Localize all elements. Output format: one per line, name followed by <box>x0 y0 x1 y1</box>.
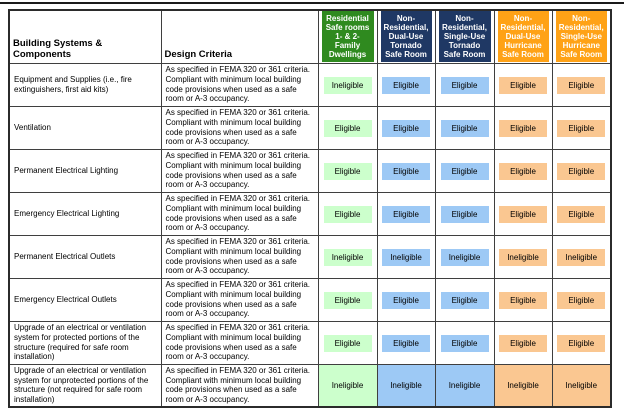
eligibility-cell <box>435 278 494 321</box>
eligibility-cell <box>318 106 377 149</box>
eligibility-badge: Eligible <box>324 206 372 223</box>
eligibility-badge: Eligible <box>382 335 430 352</box>
eligibility-cell <box>494 149 552 192</box>
eligibility-cell <box>377 149 435 192</box>
eligibility-cell <box>377 192 435 235</box>
eligibility-cell <box>318 235 377 278</box>
eligibility-cell <box>552 278 611 321</box>
eligibility-badge: Eligible <box>557 206 605 223</box>
component-cell: Permanent Electrical Lighting <box>9 149 161 192</box>
eligibility-badge: Eligible <box>441 335 489 352</box>
eligibility-cell <box>552 106 611 149</box>
eligibility-badge: Eligible <box>441 120 489 137</box>
room-type-header <box>552 10 611 63</box>
eligibility-cell <box>318 321 377 364</box>
room-type-header-label: Residential Safe rooms 1- & 2- Family Dwellings <box>322 11 374 62</box>
eligibility-badge: Ineligible <box>324 249 372 266</box>
eligibility-badge: Ineligible <box>382 249 430 266</box>
eligibility-table <box>8 9 612 408</box>
eligibility-cell <box>435 63 494 106</box>
eligibility-cell <box>494 321 552 364</box>
eligibility-cell <box>318 192 377 235</box>
eligibility-cell: Ineligible <box>494 364 552 407</box>
room-type-header <box>494 10 552 63</box>
eligibility-cell <box>552 321 611 364</box>
criteria-cell: As specified in FEMA 320 or 361 criteria. Compliant with minimum local building code provisions when used as a safe room or A-3 occupancy. <box>161 278 318 321</box>
eligibility-cell <box>552 235 611 278</box>
criteria-cell: As specified in FEMA 320 or 361 criteria. Compliant with minimum local building code provisions when used as a safe room or A-3 occupancy. <box>161 63 318 106</box>
criteria-cell: As specified in FEMA 320 or 361 criteria. Compliant with minimum local building code provisions when used as a safe room or A-3 occupancy. <box>161 149 318 192</box>
eligibility-cell <box>377 106 435 149</box>
room-type-header <box>318 10 377 63</box>
eligibility-badge: Eligible <box>324 292 372 309</box>
eligibility-cell <box>494 63 552 106</box>
room-type-header <box>435 10 494 63</box>
eligibility-badge: Eligible <box>557 335 605 352</box>
eligibility-badge: Ineligible <box>324 77 372 94</box>
top-rule <box>0 2 624 4</box>
room-type-header-label: Non-Residential, Single-Use Tornado Safe Room <box>439 11 491 62</box>
eligibility-cell <box>494 106 552 149</box>
component-cell: Upgrade of an electrical or ventilation system for protected portions of the structure (required for safe room installation) <box>9 321 161 364</box>
eligibility-badge: Eligible <box>382 163 430 180</box>
eligibility-badge: Eligible <box>499 206 547 223</box>
component-cell: Permanent Electrical Outlets <box>9 235 161 278</box>
eligibility-cell: Ineligible <box>435 364 494 407</box>
eligibility-badge: Eligible <box>557 163 605 180</box>
eligibility-cell <box>435 192 494 235</box>
table-row <box>9 63 611 106</box>
eligibility-cell <box>318 278 377 321</box>
table-row <box>9 235 611 278</box>
criteria-cell: As specified in FEMA 320 or 361 criteria. Compliant with minimum local building code provisions when used as a safe room or A-3 occupancy. <box>161 192 318 235</box>
eligibility-badge: Eligible <box>557 292 605 309</box>
component-cell: Equipment and Supplies (i.e., fire extinguishers, first aid kits) <box>9 63 161 106</box>
criteria-cell: As specified in FEMA 320 or 361 criteria. Compliant with minimum local building code provisions when used as a safe room or A-3 occupancy. <box>161 235 318 278</box>
eligibility-cell: Ineligible <box>318 364 377 407</box>
table-row <box>9 364 611 407</box>
eligibility-cell <box>552 63 611 106</box>
eligibility-cell <box>318 149 377 192</box>
criteria-cell: As specified in FEMA 320 or 361 criteria. Compliant with minimum local building code provisions when used as a safe room or A-3 occupancy. <box>161 106 318 149</box>
component-cell: Ventilation <box>9 106 161 149</box>
eligibility-badge: Eligible <box>499 335 547 352</box>
eligibility-badge: Ineligible <box>441 249 489 266</box>
component-cell: Emergency Electrical Outlets <box>9 278 161 321</box>
eligibility-cell <box>435 149 494 192</box>
eligibility-cell <box>552 149 611 192</box>
eligibility-badge: Eligible <box>324 335 372 352</box>
eligibility-cell <box>377 321 435 364</box>
eligibility-badge: Ineligible <box>499 249 547 266</box>
eligibility-badge: Eligible <box>382 292 430 309</box>
eligibility-badge: Ineligible <box>557 249 605 266</box>
eligibility-badge: Eligible <box>441 163 489 180</box>
eligibility-cell <box>318 63 377 106</box>
table-row <box>9 278 611 321</box>
eligibility-badge: Eligible <box>441 206 489 223</box>
table-row <box>9 106 611 149</box>
eligibility-badge: Eligible <box>557 120 605 137</box>
criteria-cell: As specified in FEMA 320 or 361 criteria. Compliant with minimum local building code provisions when used as a safe room or A-3 occupancy. <box>161 321 318 364</box>
eligibility-badge: Eligible <box>324 120 372 137</box>
room-type-header <box>377 10 435 63</box>
component-cell: Emergency Electrical Lighting <box>9 192 161 235</box>
col-header-criteria: Design Criteria <box>161 10 318 63</box>
eligibility-cell <box>494 278 552 321</box>
criteria-cell: As specified in FEMA 320 or 361 criteria. Compliant with minimum local building code provisions when used as a safe room or A-3 occupancy. <box>161 364 318 407</box>
eligibility-cell: Ineligible <box>377 364 435 407</box>
eligibility-badge: Eligible <box>499 120 547 137</box>
eligibility-cell <box>435 106 494 149</box>
eligibility-badge: Eligible <box>557 77 605 94</box>
eligibility-cell <box>377 278 435 321</box>
eligibility-badge: Eligible <box>382 120 430 137</box>
eligibility-cell <box>494 235 552 278</box>
eligibility-badge: Eligible <box>499 163 547 180</box>
room-type-header-label: Non-Residential, Dual-Use Tornado Safe Room <box>381 11 432 62</box>
eligibility-cell <box>435 321 494 364</box>
table-row <box>9 321 611 364</box>
col-header-components: Building Systems & Components <box>9 10 161 63</box>
eligibility-cell <box>377 63 435 106</box>
eligibility-badge: Eligible <box>441 292 489 309</box>
eligibility-cell <box>377 235 435 278</box>
eligibility-badge: Eligible <box>441 77 489 94</box>
eligibility-badge: Eligible <box>324 163 372 180</box>
eligibility-cell <box>552 192 611 235</box>
eligibility-badge: Eligible <box>382 77 430 94</box>
table-header-row <box>9 10 611 63</box>
table-row <box>9 192 611 235</box>
eligibility-badge: Eligible <box>499 292 547 309</box>
eligibility-cell <box>435 235 494 278</box>
eligibility-table-wrapper <box>8 9 612 408</box>
component-cell: Upgrade of an electrical or ventilation system for unprotected portions of the structure (not required for safe room installation) <box>9 364 161 407</box>
room-type-header-label: Non-Residential, Single-Use Hurricane Safe Room <box>556 11 608 62</box>
table-row <box>9 149 611 192</box>
eligibility-badge: Eligible <box>499 77 547 94</box>
room-type-header-label: Non-Residential, Dual-Use Hurricane Safe Room <box>498 11 549 62</box>
eligibility-cell: Ineligible <box>552 364 611 407</box>
eligibility-badge: Eligible <box>382 206 430 223</box>
eligibility-cell <box>494 192 552 235</box>
